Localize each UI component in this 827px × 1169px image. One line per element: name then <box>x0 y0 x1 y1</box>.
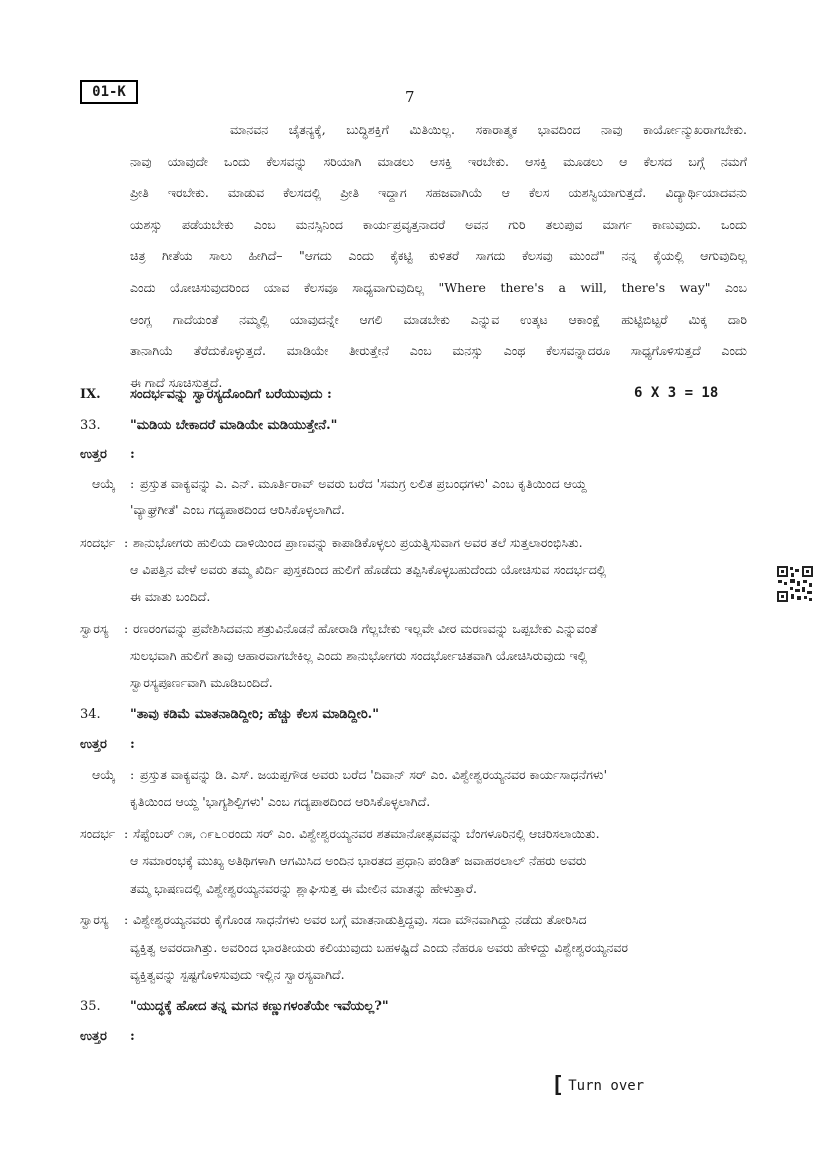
answer-label: ಉತ್ತರ <box>80 447 107 462</box>
relish-label: ಸ್ವಾರಸ್ಯ <box>80 621 109 636</box>
relish-line: ಸುಲಭವಾಗಿ ಹುಲಿಗೆ ತಾವು ಆಹಾರವಾಗಬೇಕಿಲ್ಲ ಎಂದು ಶಾನುಭೋಗರು ಸಂದರ್ಭೋಚಿತವಾಗಿ ಯೋಚಿಸಿರುವುದು ಇಲ್ಲಿ <box>130 648 588 663</box>
paragraph-line: ಎಂದು ಯೋಚಿಸುವುದರಿಂದ ಯಾವ ಕೆಲಸವೂ ಸಾಧ್ಯವಾಗುವುದಿಲ್ಲ "Where there's a will, there's way" ಎಂಬ <box>130 279 747 295</box>
paragraph-line: ಮಾನವನ ಚೈತನ್ಯಕ್ಕೆ, ಬುದ್ಧಿಶಕ್ತಿಗೆ ಮಿತಿಯಿಲ್ಲ. ಸಕಾರಾತ್ಮಕ ಭಾವದಿಂದ ನಾವು ಕಾರ್ಯೋನ್ಮುಖರಾಗಬೇಕು. <box>230 122 747 137</box>
context-line: ತಮ್ಮ ಭಾಷಣದಲ್ಲಿ ವಿಶ್ವೇಶ್ವರಯ್ಯನವರನ್ನು ಶ್ಲಾಘಿಸುತ್ತ ಈ ಮೇಲಿನ ಮಾತನ್ನು ಹೇಳುತ್ತಾರೆ. <box>130 881 477 896</box>
relish-line: ರಣರಂಗವನ್ನು ಪ್ರವೇಶಿಸಿದವನು ಶತ್ರುವಿನೊಡನೆ ಹೋರಾಡಿ ಗೆಲ್ಲಬೇಕು ಇಲ್ಲವೇ ವೀರ ಮರಣವನ್ನು ಒಪ್ಪಬೇಕು ಎನ್ನುವಂತೆ <box>133 621 598 636</box>
selection-label: ಆಯ್ಕೆ <box>92 767 116 782</box>
label-separator: : <box>124 912 129 927</box>
answer-label: ಉತ್ತರ <box>80 1029 107 1044</box>
question-number: 35. <box>80 999 101 1014</box>
question-number: 33. <box>80 418 101 433</box>
paper-code-box <box>80 80 138 104</box>
paragraph-line: ಯಶಸ್ಸು ಪಡೆಯಬೇಕು ಎಂಬ ಮನಸ್ಸಿನಿಂದ ಕಾರ್ಯಪ್ರವೃತ್ತನಾದರೆ ಅವನ ಗುರಿ ತಲುಪುವ ಮಾರ್ಗ ಕಾಣುವುದು. ಒಂದು <box>130 216 747 232</box>
context-line: ಶಾನುಭೋಗರು ಹುಲಿಯ ದಾಳಿಯಿಂದ ಪ್ರಾಣವನ್ನು ಕಾಪಾಡಿಕೊಳ್ಳಲು ಪ್ರಯತ್ನಿಸುವಾಗ ಅವರ ತಲೆ ಸುತ್ತಲಾರಂಭಿಸಿತು. <box>133 535 583 550</box>
answer-colon: : <box>130 737 135 752</box>
paragraph-line: ಈ ಗಾದೆ ಸೂಚಿಸುತ್ತದೆ. <box>130 374 223 390</box>
paragraph-line: ಪ್ರೀತಿ ಇರಬೇಕು. ಮಾಡುವ ಕೆಲಸದಲ್ಲಿ ಪ್ರೀತಿ ಇದ್ದಾಗ ಸಹಜವಾಗಿಯೆ ಆ ಕೆಲಸ ಯಶಸ್ವಿಯಾಗುತ್ತದೆ. ವಿದ್ಯಾರ್ಥಿಯಾದವನು <box>130 185 747 201</box>
context-label: ಸಂದರ್ಭ <box>80 826 116 841</box>
page-number: 7 <box>405 88 415 106</box>
context-line: ಆ ವಿಪತ್ತಿನ ವೇಳೆ ಅವರು ತಮ್ಮ ಖಿರ್ದಿ ಪುಸ್ತಕದಿಂದ ಹುಲಿಗೆ ಹೊಡೆದು ತಪ್ಪಿಸಿಕೊಳ್ಳಬಹುದೆಂದು ಯೋಚಿಸುವ ಸಂದರ್ಭದಲ್ಲಿ <box>130 562 607 577</box>
turn-over-label: Turn over <box>568 1078 645 1094</box>
context-line: ಆ ಸಮಾರಂಭಕ್ಕೆ ಮುಖ್ಯ ಅತಿಥಿಗಳಾಗಿ ಆಗಮಿಸಿದ ಅಂದಿನ ಭಾರತದ ಪ್ರಧಾನಿ ಪಂಡಿತ್ ಜವಾಹರಲಾಲ್ ನೆಹರು ಅವರು <box>130 853 587 868</box>
context-label: ಸಂದರ್ಭ <box>80 535 116 550</box>
intro-paragraph <box>130 114 747 398</box>
paper-code: 01-K <box>92 84 126 100</box>
answer-label: ಉತ್ತರ <box>80 737 107 752</box>
section-number: IX. <box>80 387 101 402</box>
bracket-mark: [ <box>551 1073 565 1098</box>
paragraph-line: ನಾವು ಯಾವುದೇ ಒಂದು ಕೆಲಸವನ್ನು ಸರಿಯಾಗಿ ಮಾಡಲು ಆಸಕ್ತಿ ಇರಬೇಕು. ಆಸಕ್ತಿ ಮೂಡಲು ಆ ಕೆಲಸದ ಬಗ್ಗೆ ನಮಗೆ <box>130 153 747 169</box>
selection-line: ಪ್ರಸ್ತುತ ವಾಕ್ಯವನ್ನು ಎ. ಎನ್. ಮೂರ್ತಿರಾವ್ ಅವರು ಬರೆದ 'ಸಮಗ್ರ ಲಲಿತ ಪ್ರಬಂಧಗಳು' ಎಂಬ ಕೃತಿಯಿಂದ ಆಯ್ದ <box>140 476 587 491</box>
question-number: 34. <box>80 707 101 722</box>
label-separator: : <box>124 535 129 550</box>
turn-over-note <box>551 1071 644 1096</box>
selection-line: ಪ್ರಸ್ತುತ ವಾಕ್ಯವನ್ನು ಡಿ. ಎಸ್. ಜಯಪ್ಪಗೌಡ ಅವರು ಬರೆದ 'ದಿವಾನ್ ಸರ್ ಎಂ. ವಿಶ್ವೇಶ್ವರಯ್ಯನವರ ಕಾರ್ಯಸಾಧನೆಗಳು' <box>140 767 608 782</box>
paragraph-line: ತಾನಾಗಿಯೆ ತೆರೆದುಕೊಳ್ಳುತ್ತದೆ. ಮಾಡಿಯೇ ತೀರುತ್ತೇನೆ ಎಂಬ ಮನಸ್ಸು ಎಂಥ ಕೆಲಸವನ್ನಾದರೂ ಸಾಧ್ಯಗೊಳಿಸುತ್ತದೆ ಎಂದು <box>130 343 747 359</box>
relish-line: ವ್ಯಕ್ತಿತ್ವವನ್ನು ಸ್ಪಷ್ಟಗೊಳಿಸುವುದು ಇಲ್ಲಿನ ಸ್ವಾರಸ್ಯವಾಗಿದೆ. <box>130 967 345 982</box>
relish-label: ಸ್ವಾರಸ್ಯ <box>80 912 109 927</box>
question-quote: "ಮಡಿಯ ಬೇಕಾದರೆ ಮಾಡಿಯೇ ಮಡಿಯುತ್ತೇನೆ." <box>130 418 338 433</box>
selection-label: ಆಯ್ಕೆ <box>92 476 116 491</box>
label-separator: : <box>130 476 135 491</box>
answer-colon: : <box>130 1029 135 1044</box>
question-quote: "ತಾವು ಕಡಿಮೆ ಮಾತನಾಡಿದ್ದೀರಿ; ಹೆಚ್ಚು ಕೆಲಸ ಮಾಡಿದ್ದೀರಿ." <box>130 707 379 722</box>
label-separator: : <box>130 767 135 782</box>
context-line: ಈ ಮಾತು ಬಂದಿದೆ. <box>130 589 211 604</box>
selection-line: 'ವ್ಯಾಘ್ರಗೀತೆ' ಎಂಬ ಗದ್ಯಪಾಠದಿಂದ ಆರಿಸಿಕೊಳ್ಳಲಾಗಿದೆ. <box>130 502 345 517</box>
qr-code-icon <box>776 565 814 603</box>
question-quote: "ಯುದ್ಧಕ್ಕೆ ಹೋದ ತನ್ನ ಮಗನ ಕಣ್ಣುಗಳಂತೆಯೇ ಇವೆಯಲ್ಲ?" <box>130 999 389 1014</box>
label-separator: : <box>124 621 129 636</box>
selection-line: ಕೃತಿಯಿಂದ ಆಯ್ದ 'ಭಾಗ್ಯಶಿಲ್ಪಿಗಳು' ಎಂಬ ಗದ್ಯಪಾಠದಿಂದ ಆರಿಸಿಕೊಳ್ಳಲಾಗಿದೆ. <box>130 794 431 809</box>
label-separator: : <box>124 826 129 841</box>
paragraph-line: ಆಂಗ್ಲ ಗಾದೆಯಂತೆ ನಮ್ಮಲ್ಲಿ ಯಾವುದನ್ನೇ ಆಗಲಿ ಮಾಡಬೇಕು ಎನ್ನುವ ಉತ್ಕಟ ಆಕಾಂಕ್ಷೆ ಹುಟ್ಟಿಬಿಟ್ಟರೆ ಮಿಕ್ಕ ದಾರಿ <box>130 311 747 327</box>
paragraph-line: ಚಿತ್ರ ಗೀತೆಯ ಸಾಲು ಹೀಗಿದೆ– "ಆಗದು ಎಂದು ಕೈಕಟ್ಟಿ ಕುಳಿತರೆ ಸಾಗದು ಕೆಲಸವು ಮುಂದೆ" ನನ್ನ ಕೈಯಲ್ಲಿ ಆಗುವುದಿಲ್ಲ <box>130 248 747 264</box>
answer-colon: : <box>130 447 135 462</box>
relish-line: ಸ್ವಾರಸ್ಯಪೂರ್ಣವಾಗಿ ಮೂಡಿಬಂದಿದೆ. <box>130 675 273 690</box>
section-marks: 6 X 3 = 18 <box>634 385 719 401</box>
context-line: ಸೆಪ್ಟೆಂಬರ್ ೧೫, ೧೯೬೦ರಂದು ಸರ್ ಎಂ. ವಿಶ್ವೇಶ್ವರಯ್ಯನವರ ಶತಮಾನೋತ್ಸವವನ್ನು ಬೆಂಗಳೂರಿನಲ್ಲಿ ಆಚರಿಸಲಾಯಿತು. <box>133 826 600 841</box>
relish-line: ವ್ಯಕ್ತಿತ್ವ ಅವರದಾಗಿತ್ತು. ಅವರಿಂದ ಭಾರತೀಯರು ಕಲಿಯುವುದು ಬಹಳಷ್ಟಿದೆ ಎಂದು ನೆಹರೂ ಅವರು ಹೇಳಿದ್ದು ವಿಶ್ವೇಶ್ವರಯ್ಯನವರ <box>130 940 628 955</box>
section-title: ಸಂದರ್ಭವನ್ನು ಸ್ವಾರಸ್ಯದೊಂದಿಗೆ ಬರೆಯುವುದು : <box>130 387 332 402</box>
relish-line: ವಿಶ್ವೇಶ್ವರಯ್ಯನವರು ಕೈಗೊಂಡ ಸಾಧನೆಗಳು ಅವರ ಬಗ್ಗೆ ಮಾತನಾಡುತ್ತಿದ್ದವು. ಸದಾ ಮೌನವಾಗಿದ್ದು ನಡೆದು ತೋರಿಸಿದ <box>133 912 587 927</box>
